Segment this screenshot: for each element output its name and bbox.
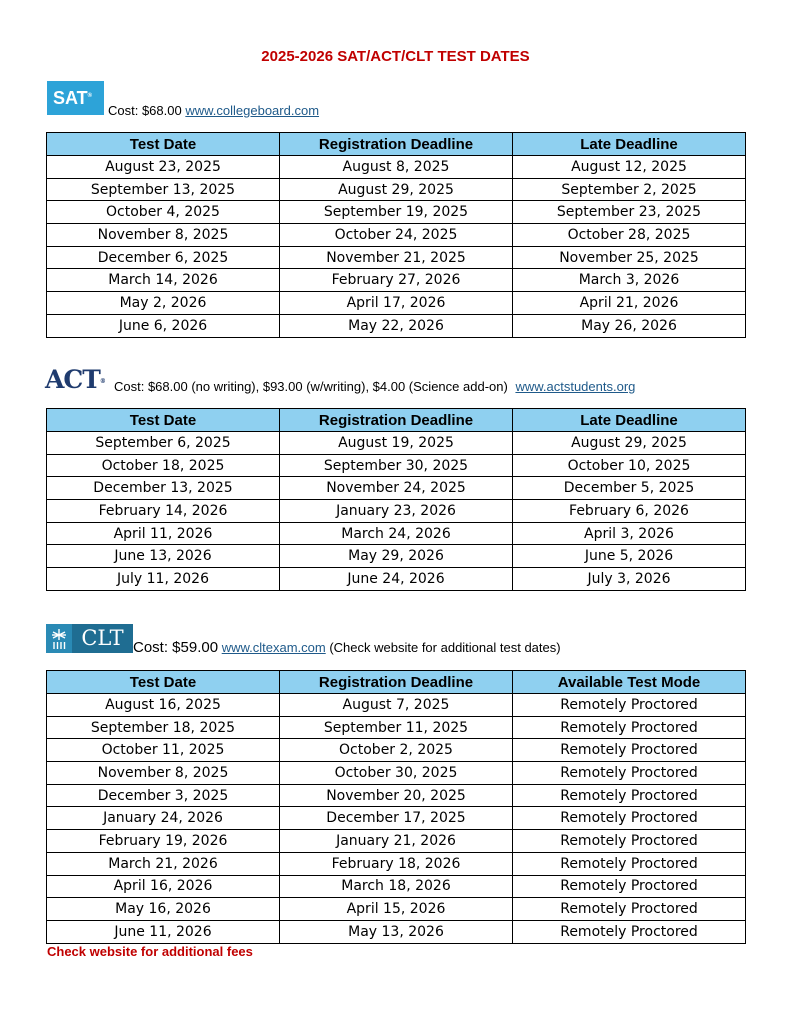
table-cell: April 11, 2026: [47, 522, 280, 545]
table-cell: Remotely Proctored: [513, 807, 746, 830]
table-cell: September 30, 2025: [280, 454, 513, 477]
clt-link[interactable]: www.cltexam.com: [221, 640, 326, 655]
table-cell: October 11, 2025: [47, 739, 280, 762]
table-cell: August 12, 2025: [513, 156, 746, 179]
table-row: [47, 694, 746, 717]
table-cell: August 8, 2025: [280, 156, 513, 179]
table-row: [47, 500, 746, 523]
table-row: [47, 522, 746, 545]
clt-cost: Cost: $59.00: [133, 639, 219, 656]
table-cell: September 2, 2025: [513, 178, 746, 201]
sat-logo-text: SAT: [52, 88, 88, 108]
table-cell: November 8, 2025: [47, 762, 280, 785]
table-cell: March 24, 2026: [280, 522, 513, 545]
table-row: [47, 830, 746, 853]
table-cell: July 11, 2026: [47, 568, 280, 591]
column-header: Available Test Mode: [513, 671, 746, 694]
act-header-row: [47, 409, 746, 432]
sat-header-row: [47, 133, 746, 156]
table-cell: April 16, 2026: [47, 875, 280, 898]
table-row: [47, 568, 746, 591]
table-row: [47, 178, 746, 201]
table-cell: September 11, 2025: [280, 716, 513, 739]
table-row: [47, 314, 746, 337]
table-cell: January 24, 2026: [47, 807, 280, 830]
table-cell: September 18, 2025: [47, 716, 280, 739]
table-cell: September 13, 2025: [47, 178, 280, 201]
table-row: [47, 246, 746, 269]
table-cell: June 13, 2026: [47, 545, 280, 568]
column-header: Registration Deadline: [280, 133, 513, 156]
table-cell: April 15, 2026: [280, 898, 513, 921]
sat-cost: Cost: $68.00: [108, 103, 182, 118]
act-logo-text: ACT: [45, 365, 100, 394]
table-cell: August 7, 2025: [280, 694, 513, 717]
table-cell: May 26, 2026: [513, 314, 746, 337]
act-link[interactable]: www.actstudents.org: [515, 379, 636, 394]
table-cell: August 16, 2025: [47, 694, 280, 717]
act-logo: [45, 366, 105, 394]
footnote: Check website for additional fees: [47, 944, 253, 959]
clt-logo: [46, 624, 133, 653]
table-cell: February 19, 2026: [47, 830, 280, 853]
table-row: [47, 156, 746, 179]
act-table-body: [47, 432, 746, 591]
act-logo-mark: ®: [99, 378, 105, 385]
table-row: [47, 852, 746, 875]
table-cell: Remotely Proctored: [513, 920, 746, 943]
table-row: [47, 898, 746, 921]
table-cell: April 21, 2026: [513, 292, 746, 315]
table-cell: Remotely Proctored: [513, 830, 746, 853]
table-cell: October 30, 2025: [280, 762, 513, 785]
sat-logo: [47, 81, 104, 115]
clt-emblem-icon: [46, 624, 72, 653]
table-cell: May 13, 2026: [280, 920, 513, 943]
table-row: [47, 807, 746, 830]
table-row: [47, 716, 746, 739]
sat-link[interactable]: www.collegeboard.com: [185, 103, 320, 118]
table-cell: December 17, 2025: [280, 807, 513, 830]
table-cell: July 3, 2026: [513, 568, 746, 591]
table-cell: Remotely Proctored: [513, 762, 746, 785]
table-row: [47, 545, 746, 568]
table-cell: August 29, 2025: [280, 178, 513, 201]
table-cell: March 18, 2026: [280, 875, 513, 898]
table-cell: March 3, 2026: [513, 269, 746, 292]
column-header: Registration Deadline: [280, 409, 513, 432]
table-row: [47, 920, 746, 943]
clt-cost-line: [133, 639, 561, 656]
table-cell: October 2, 2025: [280, 739, 513, 762]
sat-logo-mark: ®: [87, 93, 93, 99]
table-cell: February 14, 2026: [47, 500, 280, 523]
table-cell: October 18, 2025: [47, 454, 280, 477]
table-cell: June 24, 2026: [280, 568, 513, 591]
table-row: [47, 784, 746, 807]
table-cell: Remotely Proctored: [513, 898, 746, 921]
sat-table-body: [47, 156, 746, 338]
table-cell: Remotely Proctored: [513, 784, 746, 807]
column-header: Test Date: [47, 671, 280, 694]
sat-cost-line: [108, 103, 319, 118]
table-cell: Remotely Proctored: [513, 875, 746, 898]
clt-table: [46, 670, 746, 944]
clt-note: (Check website for additional test dates): [329, 640, 561, 655]
table-cell: December 5, 2025: [513, 477, 746, 500]
table-cell: August 23, 2025: [47, 156, 280, 179]
table-cell: September 19, 2025: [280, 201, 513, 224]
act-cost: Cost: $68.00 (no writing), $93.00 (w/writing), $4.00 (Science add-on): [114, 379, 508, 394]
table-row: [47, 292, 746, 315]
table-cell: December 13, 2025: [47, 477, 280, 500]
table-cell: September 23, 2025: [513, 201, 746, 224]
table-cell: June 11, 2026: [47, 920, 280, 943]
act-table: [46, 408, 746, 591]
column-header: Test Date: [47, 409, 280, 432]
table-cell: May 22, 2026: [280, 314, 513, 337]
table-cell: April 17, 2026: [280, 292, 513, 315]
table-row: [47, 762, 746, 785]
table-cell: April 3, 2026: [513, 522, 746, 545]
table-cell: September 6, 2025: [47, 432, 280, 455]
table-row: [47, 269, 746, 292]
table-row: [47, 477, 746, 500]
table-row: [47, 875, 746, 898]
table-cell: January 21, 2026: [280, 830, 513, 853]
table-cell: March 21, 2026: [47, 852, 280, 875]
sat-table: [46, 132, 746, 338]
table-row: [47, 201, 746, 224]
table-cell: November 21, 2025: [280, 246, 513, 269]
table-cell: February 27, 2026: [280, 269, 513, 292]
table-cell: Remotely Proctored: [513, 739, 746, 762]
table-cell: October 24, 2025: [280, 224, 513, 247]
table-cell: October 4, 2025: [47, 201, 280, 224]
table-row: [47, 454, 746, 477]
clt-logo-text: CLT: [72, 624, 133, 653]
table-cell: Remotely Proctored: [513, 716, 746, 739]
table-row: [47, 739, 746, 762]
column-header: Test Date: [47, 133, 280, 156]
table-cell: January 23, 2026: [280, 500, 513, 523]
table-cell: December 3, 2025: [47, 784, 280, 807]
clt-header-row: [47, 671, 746, 694]
table-cell: June 6, 2026: [47, 314, 280, 337]
clt-table-body: [47, 694, 746, 944]
column-header: Late Deadline: [513, 133, 746, 156]
table-cell: Remotely Proctored: [513, 694, 746, 717]
table-cell: November 20, 2025: [280, 784, 513, 807]
table-cell: November 25, 2025: [513, 246, 746, 269]
table-cell: May 29, 2026: [280, 545, 513, 568]
table-cell: August 19, 2025: [280, 432, 513, 455]
table-cell: October 10, 2025: [513, 454, 746, 477]
table-cell: October 28, 2025: [513, 224, 746, 247]
column-header: Registration Deadline: [280, 671, 513, 694]
table-cell: November 8, 2025: [47, 224, 280, 247]
table-cell: Remotely Proctored: [513, 852, 746, 875]
table-row: [47, 432, 746, 455]
table-cell: March 14, 2026: [47, 269, 280, 292]
table-cell: May 16, 2026: [47, 898, 280, 921]
table-cell: August 29, 2025: [513, 432, 746, 455]
page-title: 2025-2026 SAT/ACT/CLT TEST DATES: [261, 48, 530, 65]
column-header: Late Deadline: [513, 409, 746, 432]
act-cost-line: [114, 379, 635, 394]
table-cell: December 6, 2025: [47, 246, 280, 269]
table-cell: November 24, 2025: [280, 477, 513, 500]
table-cell: February 18, 2026: [280, 852, 513, 875]
table-cell: May 2, 2026: [47, 292, 280, 315]
table-cell: June 5, 2026: [513, 545, 746, 568]
table-cell: February 6, 2026: [513, 500, 746, 523]
table-row: [47, 224, 746, 247]
